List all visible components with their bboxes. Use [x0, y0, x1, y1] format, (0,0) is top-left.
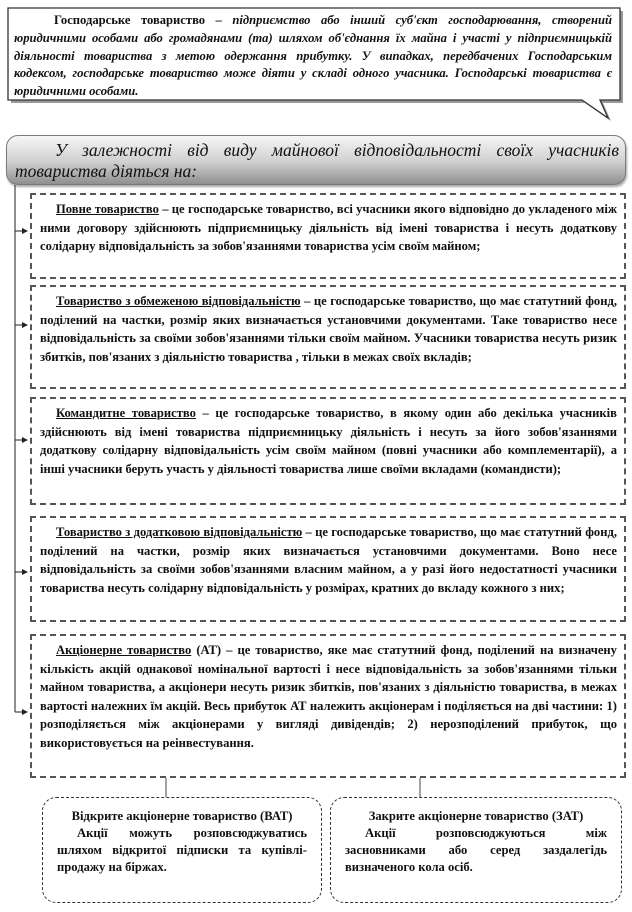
type-text: [40, 404, 617, 478]
type-description: (АТ) – це товариство, яке має статутний фонд, поділений на визначену кількість акцій однакової номінальної вартості і несе відповідальність за зобов'язаннями тільки майном товариства, а акціонери несуть ризик збитків, пов'язаних з діяльністю товариства, в межах вартості належних їм акцій. Весь прибуток АТ належить акціонерам і поділяється на дві частини: 1) розподіляється між акціонерами у вигляді дивідендів; 2) нерозподілений прибуток, що використовується на реінвестування.: [40, 643, 617, 750]
type-description: – це господарське товариство, що має статутний фонд, поділений на частки, розмір яких визначається установчими документами. Воно несе відповідальність за своїми зобов'язаннями власним майном, а у разі його недостатності учасники товариства несуть солідарну відповідальність у розмірах, кратних до вкладу кожного з них;: [40, 525, 617, 595]
subtype-description: Акції розповсюджуються між засновниками або серед заздалегідь визначеного кола осіб.: [345, 826, 607, 874]
type-text: [40, 641, 617, 752]
type-box-joint-stock: [30, 634, 626, 778]
type-text: [40, 292, 617, 366]
type-box-additional-liability: [30, 516, 626, 622]
subtype-box-closed-jsc: [330, 797, 622, 903]
subtype-title: Відкрите акціонерне товариство (ВАТ): [71, 809, 293, 823]
type-term: Повне товариство: [56, 202, 159, 216]
type-description: – це господарське товариство, в якому один або декілька учасників здійснюють від імені товариства підприємницьку діяльність і несуть за його зобов'язаннями додаткову солідарну відповідальність усім своїм майном (повні учасники або комплементарії), а інші учасники беруть участь у діяльності товариства лише своїми вкладами (командисти);: [40, 406, 617, 476]
type-description: – це господарське товариство, всі учасники якого відповідно до укладеного між ними договору здійснюють підприємницьку діяльність від імені товариства і несуть додаткову солідарну відповідальність за зобов'язаннями товариства усім своїм майном;: [40, 202, 618, 253]
type-text: [40, 523, 617, 597]
type-box-full-partnership: [30, 193, 626, 279]
type-term: Командитне товариство: [56, 406, 196, 420]
type-box-llc: [30, 285, 626, 389]
type-text: [40, 200, 617, 256]
definition-term: Господарське товариство: [54, 13, 206, 27]
subtype-description: Акції можуть розповсюджуватись шляхом відкритої підписки та купівлі-продажу на біржах.: [57, 826, 307, 874]
subtype-title: Закрите акціонерне товариство (ЗАТ): [368, 809, 584, 823]
definition-body: – підприємство або інший суб'єкт господарювання, створений юридичними особами або громадянами (та) шляхом об'єднання їх майна і участі у підприємницькій діяльності товариства з метою одержання прибутку. У випадках, передбачених Господарським кодексом, господарське товариство може діяти у складі одного учасника. Господарські товариства є юридичними особами.: [14, 13, 612, 99]
type-term: Товариство з обмеженою відповідальністю: [56, 294, 301, 308]
banner-text: У залежності від виду майнової відповідальності своїх учасників товариства діяться на:: [15, 140, 619, 181]
subtype-box-open-jsc: [42, 797, 322, 903]
type-term: Акціонерне товариство: [56, 643, 192, 657]
type-term: Товариство з додатковою відповідальністю: [56, 525, 303, 539]
type-box-limited-partnership: [30, 397, 626, 505]
type-description: – це господарське товариство, що має статутний фонд, поділений на частки, розмір яких визначається установчими документами. Таке товариство несе відповідальність за своїми зобов'язаннями тільки своїм майном. Учасники товариства несуть ризик збитків, пов'язаних з діяльністю товариства , тільки в межах своїх вкладів;: [40, 294, 617, 364]
